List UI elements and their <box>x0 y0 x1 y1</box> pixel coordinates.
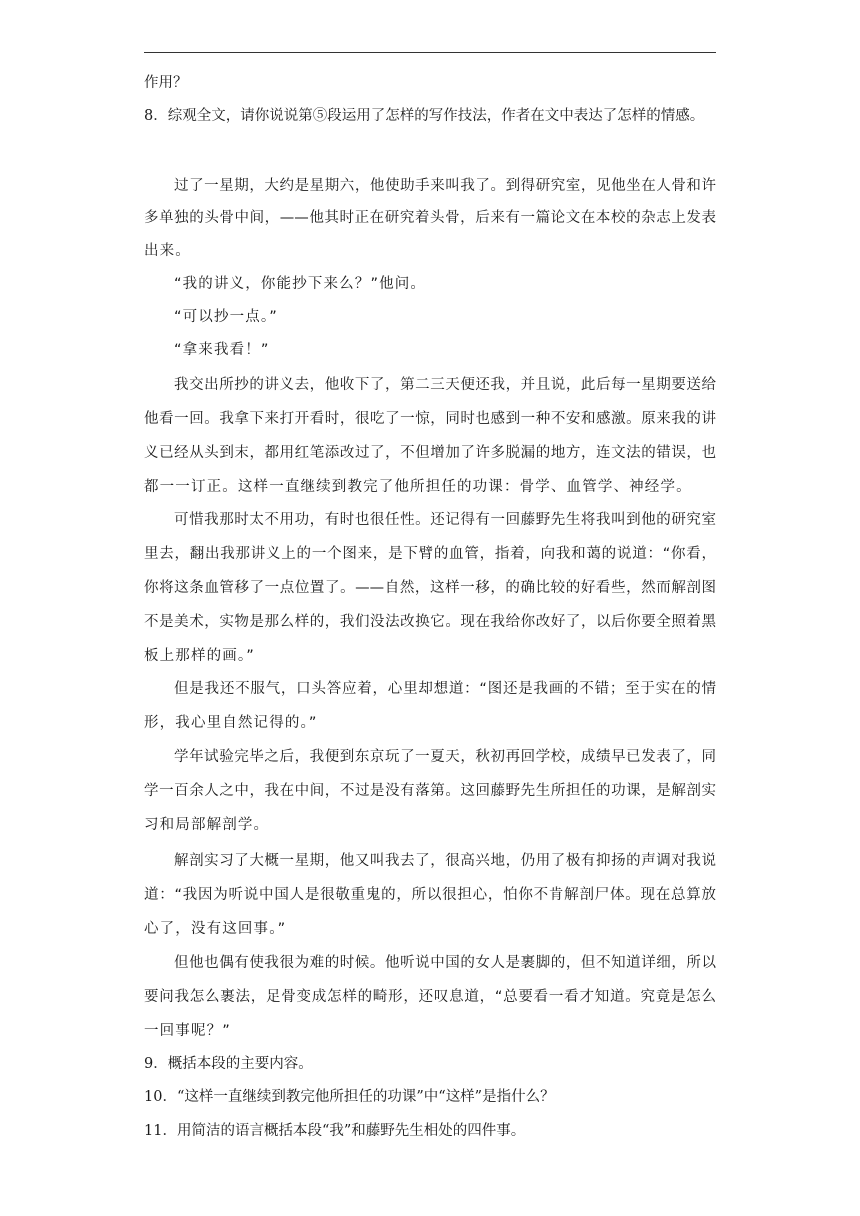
passage-line: 里去，翻出我那讲义上的一个图来，是下臂的血管，指着，向我和蔼的说道：“你看， <box>144 546 716 562</box>
passage-line: 一回事呢？” <box>144 1023 231 1039</box>
passage-line: 出来。 <box>144 243 191 259</box>
passage-line: 他看一回。我拿下来打开看时，很吃了一惊，同时也感到一种不安和感激。原来我的讲 <box>144 411 716 427</box>
header-rule <box>144 52 716 53</box>
passage-line: 心了，没有这回事。” <box>144 921 287 937</box>
passage-line: 板上那样的画。” <box>144 648 255 664</box>
previous-question-tail: 作用？ <box>144 75 188 91</box>
passage-line: 义已经从头到末，都用红笔添改过了，不但增加了许多脱漏的地方，连文法的错误，也 <box>144 445 716 461</box>
passage-line: 道：“我因为听说中国人是很敬重鬼的，所以很担心，怕你不肯解剖尸体。现在总算放 <box>144 887 716 903</box>
passage-line: 但是我还不服气，口头答应着，心里却想道：“图还是我画的不错；至于实在的情 <box>174 681 716 697</box>
passage-line: 学年试验完毕之后，我便到东京玩了一夏天，秋初再回学校，成绩早已发表了，同 <box>174 749 716 765</box>
passage-line: 多单独的头骨中间，——他其时正在研究着头骨，后来有一篇论文在本校的杂志上发表 <box>144 210 716 226</box>
question-9: 9．概括本段的主要内容。 <box>144 1056 313 1072</box>
question-8: 8．综观全文，请你说说第⑤段运用了怎样的写作技法，作者在文中表达了怎样的情感。 <box>144 108 705 124</box>
passage-line: 但他也偶有使我很为难的时候。他听说中国的女人是裹脚的，但不知道详细，所以 <box>174 955 716 971</box>
passage-line: 要问我怎么裹法，足骨变成怎样的畸形，还叹息道，“总要看一看才知道。究竟是怎么 <box>144 989 716 1005</box>
passage-line: 解剖实习了大概一星期，他又叫我去了，很高兴地，仍用了极有抑扬的声调对我说 <box>174 853 716 869</box>
passage-line: 学一百余人之中，我在中间，不过是没有落第。这回藤野先生所担任的功课，是解剖实 <box>144 783 716 799</box>
passage-line: 不是美术，实物是那么样的，我们没法改换它。现在我给你改好了，以后你要全照着黑 <box>144 614 716 630</box>
passage-line: 可惜我那时太不用功，有时也很任性。还记得有一回藤野先生将我叫到他的研究室 <box>174 512 716 528</box>
passage-line: 你将这条血管移了一点位置了。——自然，这样一移，的确比较的好看些，然而解剖图 <box>144 580 716 596</box>
passage-line: 形，我心里自然记得的。” <box>144 715 318 731</box>
question-10: 10．“这样一直继续到教完他所担任的功课”中“这样”是指什么？ <box>144 1089 555 1105</box>
passage-line: 我交出所抄的讲义去，他收下了，第二三天便还我，并且说，此后每一星期要送给 <box>174 377 716 393</box>
passage-line: “我的讲义，你能抄下来么？”他问。 <box>174 276 427 292</box>
passage-line: 过了一星期，大约是星期六，他使助手来叫我了。到得研究室，见他坐在人骨和许 <box>174 178 716 194</box>
passage-line: “可以抄一点。” <box>174 309 278 325</box>
question-11: 11．用简洁的语言概括本段“我”和藤野先生相处的四件事。 <box>144 1123 526 1139</box>
passage-line: “拿来我看！” <box>174 342 270 358</box>
passage-line: 都一一订正。这样一直继续到教完了他所担任的功课：骨学、血管学、神经学。 <box>144 479 692 495</box>
passage-line: 习和局部解剖学。 <box>144 817 270 833</box>
